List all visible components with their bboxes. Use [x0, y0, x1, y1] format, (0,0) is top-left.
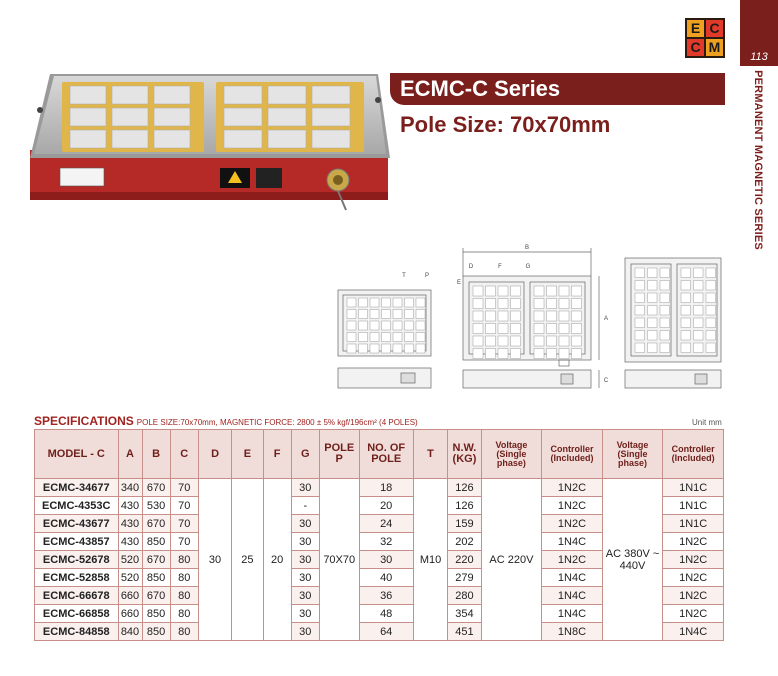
table-cell: ECMC-34677 [35, 479, 119, 497]
table-cell: 48 [359, 605, 413, 623]
table-cell: 32 [359, 533, 413, 551]
table-cell: ECMC-43857 [35, 533, 119, 551]
label-c: C [603, 378, 609, 384]
col-header: Voltage (Single phase) [481, 430, 542, 479]
table-cell: 850 [142, 569, 170, 587]
col-header: A [118, 430, 142, 479]
table-cell: 20 [263, 479, 291, 641]
table-cell: 1N2C [542, 479, 603, 497]
table-cell: 520 [118, 569, 142, 587]
label-b: B [524, 245, 530, 251]
label-p: P [424, 273, 430, 279]
table-cell: 1N2C [663, 533, 724, 551]
table-cell: 24 [359, 515, 413, 533]
table-cell: AC 380V ~ 440V [602, 479, 663, 641]
table-cell: 1N4C [542, 569, 603, 587]
table-cell: ECMC-66678 [35, 587, 119, 605]
table-cell: 30 [291, 587, 319, 605]
table-cell: 660 [118, 587, 142, 605]
table-cell: 1N2C [663, 587, 724, 605]
table-cell: ECMC-84858 [35, 623, 119, 641]
table-cell: 18 [359, 479, 413, 497]
col-header: E [232, 430, 263, 479]
table-cell: 30 [291, 623, 319, 641]
specifications-heading [34, 414, 418, 428]
table-cell: 850 [142, 533, 170, 551]
table-cell: 70 [170, 515, 198, 533]
label-g: G [525, 264, 531, 270]
label-d: D [468, 264, 474, 270]
spec-title: SPECIFICATIONS [34, 414, 134, 428]
table-cell: M10 [413, 479, 447, 641]
table-cell: 354 [448, 605, 481, 623]
section-label: PERMANENT MAGNETIC SERIES [752, 70, 764, 250]
table-cell: ECMC-4353C [35, 497, 119, 515]
col-header: NO. OF POLE [359, 430, 413, 479]
table-cell: 159 [448, 515, 481, 533]
table-cell: 70 [170, 533, 198, 551]
table-cell: 30 [291, 533, 319, 551]
table-cell: 280 [448, 587, 481, 605]
table-cell: 70X70 [319, 479, 359, 641]
logo-letter: C [690, 39, 701, 55]
table-cell: 1N8C [542, 623, 603, 641]
col-header: MODEL - C [35, 430, 119, 479]
table-row [35, 479, 724, 497]
table-cell: 1N2C [542, 551, 603, 569]
ecm-logo [685, 18, 725, 58]
table-cell: 126 [448, 479, 481, 497]
table-cell: 430 [118, 533, 142, 551]
table-cell: 340 [118, 479, 142, 497]
table-cell: 1N4C [542, 605, 603, 623]
table-cell: 30 [359, 551, 413, 569]
table-cell: ECMC-66858 [35, 605, 119, 623]
table-cell: 202 [448, 533, 481, 551]
table-cell: 279 [448, 569, 481, 587]
col-header: T [413, 430, 447, 479]
technical-drawings [335, 240, 730, 400]
table-cell: 520 [118, 551, 142, 569]
table-cell: 1N2C [542, 497, 603, 515]
table-cell: 36 [359, 587, 413, 605]
table-cell: 530 [142, 497, 170, 515]
col-header: C [170, 430, 198, 479]
table-header-row [35, 430, 724, 479]
label-a: A [603, 316, 609, 322]
col-header: Controller (Included) [542, 430, 603, 479]
table-cell: 1N1C [663, 497, 724, 515]
col-header: Voltage (Single phase) [602, 430, 663, 479]
table-cell: 20 [359, 497, 413, 515]
table-cell: 430 [118, 497, 142, 515]
table-cell: 1N4C [542, 533, 603, 551]
table-cell: 660 [118, 605, 142, 623]
col-header: Controller (Included) [663, 430, 724, 479]
table-cell: 1N2C [663, 605, 724, 623]
table-cell: 30 [198, 479, 231, 641]
pole-size-heading: Pole Size: 70x70mm [400, 112, 611, 137]
table-cell: 1N4C [663, 623, 724, 641]
label-e: E [456, 280, 462, 286]
table-cell: 80 [170, 551, 198, 569]
table-cell: 30 [291, 479, 319, 497]
col-header: N.W. (KG) [448, 430, 481, 479]
table-cell: 670 [142, 587, 170, 605]
unit-note: Unit mm [692, 418, 722, 427]
table-cell: 80 [170, 605, 198, 623]
table-cell: ECMC-52678 [35, 551, 119, 569]
table-cell: 1N4C [542, 587, 603, 605]
table-cell: 30 [291, 515, 319, 533]
logo-letter: C [709, 20, 720, 36]
table-cell: ECMC-43677 [35, 515, 119, 533]
table-cell: AC 220V [481, 479, 542, 641]
table-cell: - [291, 497, 319, 515]
table-cell: 1N1C [663, 479, 724, 497]
table-cell: 850 [142, 605, 170, 623]
table-cell: 30 [291, 569, 319, 587]
table-cell: 64 [359, 623, 413, 641]
table-cell: 40 [359, 569, 413, 587]
table-cell: 1N2C [663, 551, 724, 569]
table-cell: 25 [232, 479, 263, 641]
table-cell: 70 [170, 497, 198, 515]
table-cell: 80 [170, 569, 198, 587]
table-cell: 30 [291, 605, 319, 623]
spec-subtitle: POLE SIZE:70x70mm, MAGNETIC FORCE: 2800 ± 5% kgf/196cm² (4 POLES) [136, 418, 418, 427]
table-cell: 126 [448, 497, 481, 515]
table-cell: 70 [170, 479, 198, 497]
spec-table [34, 429, 724, 641]
table-cell: 850 [142, 623, 170, 641]
label-t: T [402, 273, 406, 279]
table-cell: 1N1C [663, 515, 724, 533]
table-cell: 840 [118, 623, 142, 641]
logo-letter: E [690, 20, 701, 36]
logo-letter: M [708, 39, 721, 55]
col-header: D [198, 430, 231, 479]
col-header: F [263, 430, 291, 479]
table-cell: 670 [142, 515, 170, 533]
table-cell: 80 [170, 587, 198, 605]
table-cell: 670 [142, 551, 170, 569]
col-header: POLE P [319, 430, 359, 479]
table-cell: 670 [142, 479, 170, 497]
col-header: B [142, 430, 170, 479]
table-cell: 1N2C [542, 515, 603, 533]
table-cell: 30 [291, 551, 319, 569]
table-cell: 451 [448, 623, 481, 641]
col-header: G [291, 430, 319, 479]
table-cell: 80 [170, 623, 198, 641]
page-number: 113 [740, 0, 778, 66]
label-f: F [498, 264, 502, 270]
table-cell: 1N2C [663, 569, 724, 587]
series-title: ECMC-C Series [400, 76, 561, 101]
table-cell: ECMC-52858 [35, 569, 119, 587]
table-cell: 220 [448, 551, 481, 569]
product-photo [20, 60, 398, 220]
table-cell: 430 [118, 515, 142, 533]
